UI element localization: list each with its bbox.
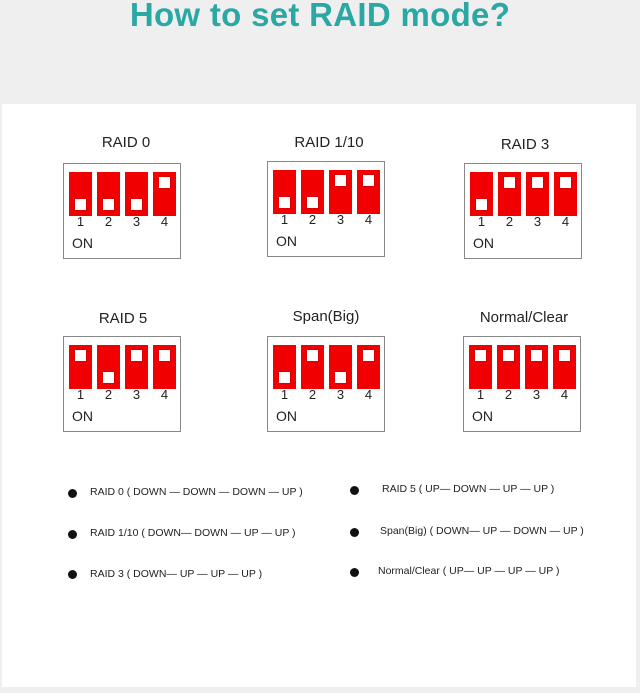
bullet-icon (350, 486, 359, 495)
switch-number: 2 (308, 387, 317, 402)
dip-switch-2 (498, 172, 521, 216)
switch-knob-up (306, 349, 319, 362)
legend-item: RAID 1/10 ( DOWN— DOWN — UP — UP ) (90, 527, 296, 539)
dip-switch-1 (69, 172, 92, 216)
raid-panel (2, 104, 636, 687)
dip-switch-1 (470, 172, 493, 216)
switch-number: 3 (533, 214, 542, 229)
on-label: ON (473, 235, 494, 251)
dip-switch-4 (554, 172, 577, 216)
switch-number: 1 (76, 214, 85, 229)
switch-knob-up (334, 174, 347, 187)
switch-number: 2 (504, 387, 513, 402)
switch-knob-down (334, 371, 347, 384)
switch-number: 3 (132, 387, 141, 402)
switch-number: 2 (308, 212, 317, 227)
switch-knob-up (130, 349, 143, 362)
page-title: How to set RAID mode? (129, 0, 511, 33)
dip-switch-1 (69, 345, 92, 389)
dip-switch-4 (357, 345, 380, 389)
dip-switch-4 (153, 172, 176, 216)
bullet-icon (68, 489, 77, 498)
switch-knob-up (502, 349, 515, 362)
switch-number: 4 (561, 214, 570, 229)
dip-switch-1 (273, 345, 296, 389)
bullet-icon (350, 568, 359, 577)
config-label-raid-3: RAID 3 (500, 136, 550, 153)
on-label: ON (472, 408, 493, 424)
switch-number: 2 (104, 387, 113, 402)
dip-switch-4 (357, 170, 380, 214)
switch-number: 1 (280, 212, 289, 227)
dip-switch-block-normal-clear (463, 336, 581, 432)
dip-switch-block-raid-1-10 (267, 161, 385, 257)
switch-knob-up (474, 349, 487, 362)
switch-number: 2 (505, 214, 514, 229)
switch-knob-down (475, 198, 488, 211)
switch-number: 1 (477, 214, 486, 229)
legend-item: Normal/Clear ( UP— UP — UP — UP ) (378, 565, 560, 577)
switch-number: 4 (160, 387, 169, 402)
switch-number: 1 (280, 387, 289, 402)
on-label: ON (276, 408, 297, 424)
dip-switch-3 (329, 170, 352, 214)
switch-knob-up (362, 349, 375, 362)
dip-switch-3 (125, 172, 148, 216)
dip-switch-3 (329, 345, 352, 389)
on-label: ON (72, 235, 93, 251)
dip-switch-4 (153, 345, 176, 389)
bullet-icon (68, 570, 77, 579)
switch-number: 1 (76, 387, 85, 402)
switch-number: 4 (364, 212, 373, 227)
legend-item: RAID 0 ( DOWN — DOWN — DOWN — UP ) (90, 486, 303, 498)
config-label-normal-clear: Normal/Clear (479, 309, 569, 326)
switch-knob-up (559, 176, 572, 189)
dip-switch-2 (97, 172, 120, 216)
config-label-span-big: Span(Big) (292, 308, 360, 325)
on-label: ON (72, 408, 93, 424)
switch-number: 1 (476, 387, 485, 402)
dip-switch-block-raid-0 (63, 163, 181, 259)
switch-number: 4 (160, 214, 169, 229)
switch-knob-up (530, 349, 543, 362)
switch-knob-up (558, 349, 571, 362)
dip-switch-2 (301, 170, 324, 214)
dip-switch-2 (497, 345, 520, 389)
dip-switch-1 (469, 345, 492, 389)
dip-switch-block-raid-5 (63, 336, 181, 432)
switch-knob-up (158, 349, 171, 362)
dip-switch-3 (526, 172, 549, 216)
switch-knob-down (74, 198, 87, 211)
dip-switch-block-raid-3 (464, 163, 582, 259)
switch-number: 3 (336, 387, 345, 402)
legend-item: RAID 3 ( DOWN— UP — UP — UP ) (90, 568, 263, 580)
switch-knob-down (278, 371, 291, 384)
dip-switch-3 (525, 345, 548, 389)
dip-switch-2 (97, 345, 120, 389)
config-label-raid-1-10: RAID 1/10 (294, 134, 364, 151)
switch-number: 3 (336, 212, 345, 227)
switch-knob-up (74, 349, 87, 362)
dip-switch-2 (301, 345, 324, 389)
switch-knob-down (306, 196, 319, 209)
switch-number: 4 (364, 387, 373, 402)
switch-knob-down (278, 196, 291, 209)
legend-item: Span(Big) ( DOWN— UP — DOWN — UP ) (380, 525, 584, 537)
switch-knob-up (531, 176, 544, 189)
bullet-icon (68, 530, 77, 539)
switch-knob-up (362, 174, 375, 187)
header (0, 0, 640, 104)
switch-knob-down (130, 198, 143, 211)
dip-switch-1 (273, 170, 296, 214)
switch-number: 3 (532, 387, 541, 402)
config-label-raid-0: RAID 0 (101, 134, 151, 151)
dip-switch-block-span-big (267, 336, 385, 432)
switch-knob-up (503, 176, 516, 189)
config-label-raid-5: RAID 5 (98, 310, 148, 327)
switch-knob-down (102, 198, 115, 211)
bullet-icon (350, 528, 359, 537)
switch-number: 2 (104, 214, 113, 229)
switch-number: 3 (132, 214, 141, 229)
switch-knob-up (158, 176, 171, 189)
dip-switch-4 (553, 345, 576, 389)
dip-switch-3 (125, 345, 148, 389)
switch-knob-down (102, 371, 115, 384)
switch-number: 4 (560, 387, 569, 402)
on-label: ON (276, 233, 297, 249)
legend-item: RAID 5 ( UP— DOWN — UP — UP ) (382, 483, 555, 495)
